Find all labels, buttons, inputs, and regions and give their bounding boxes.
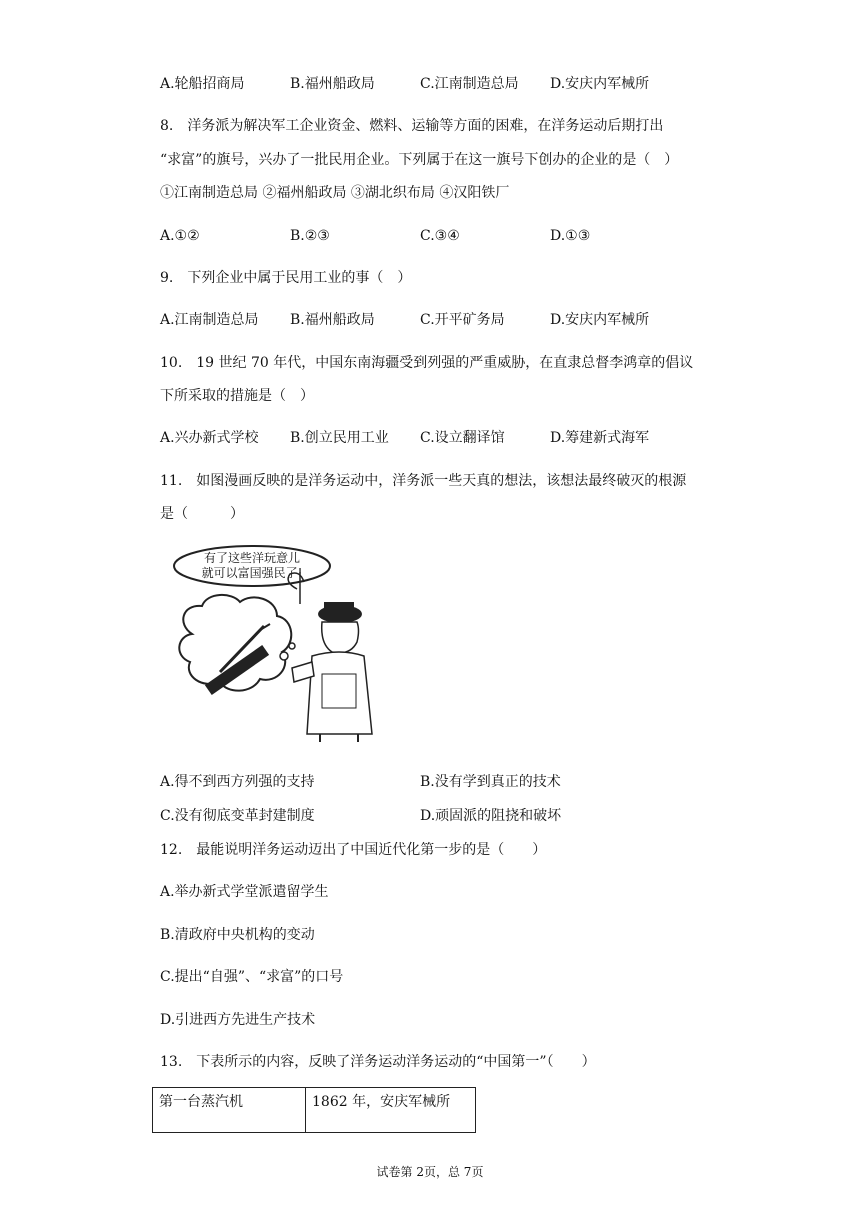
q8-items: ①江南制造总局 ②福州船政局 ③湖北织布局 ④汉阳铁厂 <box>160 185 510 201</box>
q12-option-b: B.清政府中央机构的变动 <box>160 927 315 943</box>
table-row <box>153 1088 476 1133</box>
q12-option-d: D.引进西方先进生产技术 <box>160 1012 316 1028</box>
q7-option-a: A.轮船招商局 <box>160 76 245 92</box>
q7-option-c: C.江南制造总局 <box>420 76 519 92</box>
q12-stem: 12. 最能说明洋务运动迈出了中国近代化第一步的是（ ） <box>160 842 547 858</box>
q8-stem-line2: “求富”的旗号，兴办了一批民用企业。下列属于在这一旗号下创办的企业的是（ ） <box>160 152 679 168</box>
q10-option-b: B.创立民用工业 <box>290 430 389 446</box>
q11-options-row1 <box>160 772 780 792</box>
q12-option-a: A.举办新式学堂派遣留学生 <box>160 884 329 900</box>
cartoon-image <box>172 544 392 744</box>
q8-option-a: A.①② <box>160 228 200 244</box>
q8-option-d: D.①③ <box>550 228 591 244</box>
page-footer: 试卷第 2页，总 7页 <box>376 1165 484 1179</box>
q7-option-d: D.安庆内军械所 <box>550 76 650 92</box>
q10-option-a: A.兴办新式学校 <box>160 430 259 446</box>
q9-option-d: D.安庆内军械所 <box>550 312 650 328</box>
q10-option-c: C.设立翻译馆 <box>420 430 505 446</box>
q9-option-a: A.江南制造总局 <box>160 312 259 328</box>
q9-option-c: C.开平矿务局 <box>420 312 505 328</box>
cartoon-bubble-line1: 有了这些洋玩意儿 <box>203 551 301 565</box>
q10-options <box>160 428 780 448</box>
q8-stem-line1: 8. 洋务派为解决军工企业资金、燃料、运输等方面的困难，在洋务运动后期打出 <box>160 118 664 134</box>
q11-stem-line1: 11. 如图漫画反映的是洋务运动中，洋务派一些天真的想法，该想法最终破灭的根源 <box>160 473 687 489</box>
table-cell: 1862 年，安庆军械所 <box>306 1088 476 1133</box>
q7-options <box>160 74 780 94</box>
q11-option-c: C.没有彻底变革封建制度 <box>160 808 315 824</box>
q9-options <box>160 310 780 330</box>
table-cell: 第一台蒸汽机 <box>153 1088 306 1133</box>
q8-option-c: C.③④ <box>420 228 460 244</box>
q11-stem-line2: 是（ ） <box>160 506 244 522</box>
cartoon-bubble-line2: 就可以富国强民了! <box>201 566 303 580</box>
q13-stem: 13. 下表所示的内容，反映了洋务运动洋务运动的“中国第一”（ ） <box>160 1054 596 1070</box>
q11-options-row2 <box>160 806 780 826</box>
q9-stem: 9. 下列企业中属于民用工业的事（ ） <box>160 270 412 286</box>
q11-option-d: D.顽固派的阻挠和破坏 <box>420 808 562 824</box>
q10-stem-line1: 10. 19 世纪 70 年代，中国东南海疆受到列强的严重威胁，在直隶总督李鸿章的倡议 <box>160 355 694 371</box>
q13-table <box>152 1087 476 1133</box>
q11-option-b: B.没有学到真正的技术 <box>420 774 561 790</box>
q11-option-a: A.得不到西方列强的支持 <box>160 774 315 790</box>
q8-options <box>160 226 780 246</box>
q7-option-b: B.福州船政局 <box>290 76 375 92</box>
q10-stem-line2: 下所采取的措施是（ ） <box>160 388 314 404</box>
q10-option-d: D.筹建新式海军 <box>550 430 650 446</box>
q9-option-b: B.福州船政局 <box>290 312 375 328</box>
q12-option-c: C.提出“自强”、“求富”的口号 <box>160 969 344 985</box>
q8-option-b: B.②③ <box>290 228 330 244</box>
